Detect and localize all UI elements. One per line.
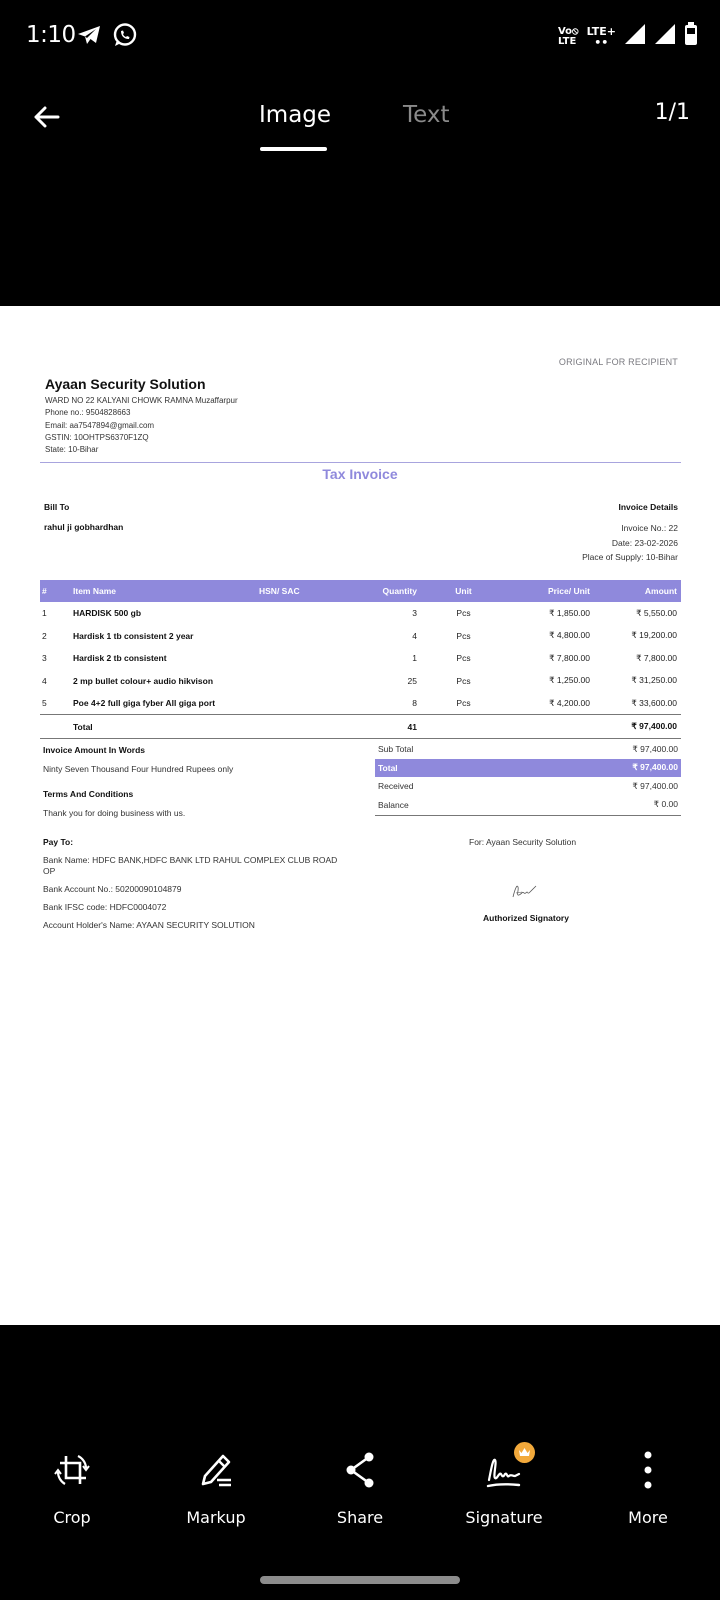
item-hsn [256,647,351,670]
signature-button[interactable] [432,1450,576,1560]
tab-text[interactable]: Text [403,102,450,128]
page-counter: 1/1 [654,100,690,125]
table-header-row [40,580,681,602]
col-header-hsn: HSN/ SAC [256,580,351,602]
whatsapp-icon [112,22,138,53]
authorized-signatory: Authorized Signatory [483,913,569,923]
summary-received-row [375,777,681,796]
invoice-details-label: Invoice Details [618,502,678,512]
header-divider [40,462,681,463]
amount-in-words-value: Ninty Seven Thousand Four Hundred Rupees only [43,764,234,774]
table-row [40,647,681,670]
item-amount: ₹ 33,600.00 [631,697,677,708]
summary-label: Total [378,762,398,773]
company-state: State: 10-Bihar [45,445,99,455]
summary-label: Sub Total [378,744,414,755]
home-indicator[interactable] [260,1576,460,1584]
active-tab-indicator [260,147,327,151]
item-amount: ₹ 5,550.00 [636,607,677,618]
row-number: 3 [42,653,47,664]
battery-icon [684,22,698,51]
top-app-bar [0,72,720,162]
summary-value: ₹ 97,400.00 [632,762,678,773]
pay-to-label: Pay To: [43,837,74,847]
status-time: 1:10 [26,22,76,48]
total-quantity: 41 [351,715,421,739]
item-name: Poe 4+2 full giga fyber All giga port [73,698,216,708]
crop-label: Crop [53,1508,91,1527]
total-amount: ₹ 97,400.00 [596,715,681,739]
total-row-empty [421,715,506,739]
summary-value: ₹ 0.00 [653,799,678,810]
col-header-price: Price/ Unit [506,580,596,602]
row-number: 5 [42,698,47,708]
item-hsn [256,625,351,648]
company-email: Email: aa7547894@gmail.com [45,420,155,430]
total-row-empty [40,715,70,739]
item-amount: ₹ 19,200.00 [631,630,677,641]
item-name: Hardisk 2 tb consistent [73,653,167,664]
summary-table [375,740,681,816]
item-unit: Pcs [456,608,471,619]
table-row [40,670,681,693]
item-quantity: 1 [412,653,417,664]
invoice-date: Date: 23-02-2026 [611,537,678,548]
premium-crown-badge [514,1442,535,1463]
col-header-amount: Amount [596,580,681,602]
row-number: 2 [42,630,47,641]
item-price: ₹ 4,800.00 [549,630,590,641]
signal-icon [624,23,646,50]
tab-image[interactable]: Image [259,102,332,128]
copy-label: ORIGINAL FOR RECIPIENT [558,357,678,367]
summary-value: ₹ 97,400.00 [632,743,678,754]
bill-to-label: Bill To [44,502,70,512]
item-price: ₹ 1,250.00 [549,675,590,686]
col-header-item-name: Item Name [70,580,256,602]
company-name: Ayaan Security Solution [45,376,206,392]
total-label: Total [70,715,256,739]
company-info [45,376,238,456]
item-unit: Pcs [456,698,471,708]
markup-button[interactable] [144,1450,288,1560]
item-hsn [256,602,351,625]
item-name: Hardisk 1 tb consistent 2 year [73,630,194,641]
more-button[interactable] [576,1450,720,1560]
item-name: HARDISK 500 gb [73,608,142,619]
item-quantity: 4 [412,630,417,641]
col-header-number: # [40,580,70,602]
item-unit: Pcs [456,653,471,664]
share-button[interactable] [288,1450,432,1560]
item-quantity: 25 [407,675,417,686]
markup-label: Markup [186,1508,246,1527]
total-row-empty [506,715,596,739]
item-price: ₹ 1,850.00 [549,607,590,618]
volte-icon: Vo⦸ LTE [557,25,579,47]
item-unit: Pcs [456,675,471,686]
company-gstin: GSTIN: 10OHTPS6370F1ZQ [45,432,149,442]
col-header-quantity: Quantity [351,580,421,602]
item-amount: ₹ 31,250.00 [631,675,677,686]
crown-icon [518,1447,531,1458]
crop-rotate-icon [52,1450,92,1490]
account-holder: Account Holder's Name: AYAAN SECURITY SOLUTION [43,920,255,930]
share-label: Share [336,1508,384,1527]
table-total-row [40,715,681,739]
bottom-toolbar [0,1450,720,1560]
terms-value: Thank you for doing business with us. [43,808,186,818]
bank-account-number: Bank Account No.: 50200090104879 [43,884,182,894]
share-icon [340,1450,380,1490]
place-of-supply: Place of Supply: 10-Bihar [582,552,678,562]
summary-label: Balance [378,799,409,810]
signal-icon [654,23,676,50]
items-table [40,580,681,739]
lte-plus-icon: LTE+ •• [586,24,616,49]
pay-to-section [43,837,343,938]
table-row [40,692,681,715]
item-amount: ₹ 7,800.00 [636,652,677,663]
arrow-left-icon [30,100,64,134]
bank-name: Bank Name: HDFC BANK,HDFC BANK LTD RAHUL COMPLEX CLUB ROAD OP [43,855,338,876]
back-button[interactable] [30,100,64,134]
row-number: 4 [42,675,47,686]
row-number: 1 [42,608,47,619]
crop-button[interactable] [0,1450,144,1560]
invoice-document[interactable] [0,306,720,1325]
summary-divider [375,815,681,816]
company-address: WARD NO 22 KALYANI CHOWK RAMNA Muzaffarpur [45,396,238,405]
item-hsn [256,692,351,715]
more-vertical-icon [628,1450,668,1490]
status-bar [0,0,720,72]
item-hsn [256,670,351,693]
company-phone: Phone no.: 9504828663 [45,408,131,418]
total-row-empty [256,715,351,739]
more-label: More [628,1508,668,1527]
item-unit: Pcs [456,630,471,641]
for-company: For: Ayaan Security Solution [469,837,577,847]
signature-label: Signature [465,1508,543,1527]
summary-total-row [375,759,681,778]
bank-ifsc: Bank IFSC code: HDFC0004072 [43,902,167,912]
invoice-title: Tax Invoice [322,466,398,482]
summary-subtotal-row [375,740,681,759]
item-price: ₹ 7,800.00 [549,652,590,663]
summary-balance-row [375,796,681,815]
bill-to-name: rahul ji gobhardhan [44,522,124,532]
table-row [40,625,681,648]
amount-in-words-label: Invoice Amount In Words [43,745,146,755]
summary-label: Received [378,781,414,792]
invoice-details [582,502,678,565]
item-quantity: 3 [412,608,417,619]
col-header-unit: Unit [421,580,506,602]
table-row [40,602,681,625]
item-name: 2 mp bullet colour+ audio hikvison [73,675,214,686]
pen-markup-icon [196,1450,236,1490]
item-quantity: 8 [412,698,417,708]
telegram-icon [76,24,102,51]
terms-label: Terms And Conditions [43,789,134,799]
summary-value: ₹ 97,400.00 [632,780,678,791]
signature-image [510,881,538,901]
invoice-number: Invoice No.: 22 [621,523,678,533]
item-price: ₹ 4,200.00 [549,697,590,708]
